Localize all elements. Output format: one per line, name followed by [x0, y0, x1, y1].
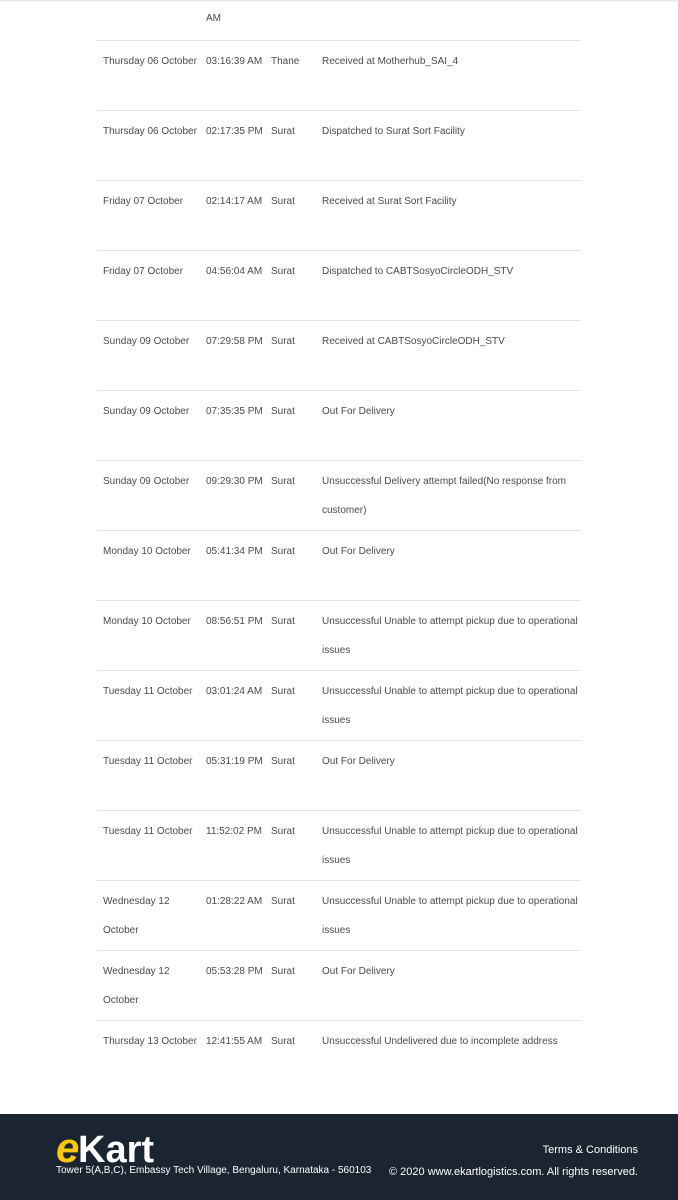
row-status: Dispatched to Surat Sort Facility	[322, 126, 465, 137]
row-date	[97, 0, 200, 40]
row-time: 11:52:02 PM	[206, 826, 262, 837]
table-row	[97, 391, 581, 461]
row-date: Friday 07 October	[103, 196, 184, 207]
footer-address: Tower 5(A,B,C), Embassy Tech Village, Bengaluru, Karnataka - 560103	[56, 1165, 372, 1176]
row-time: 05:41:34 PM	[206, 546, 263, 557]
row-location: Thane	[271, 56, 300, 67]
table-row	[97, 1021, 581, 1090]
row-location: Surat	[271, 546, 295, 557]
table-row	[97, 0, 581, 41]
row-date: Tuesday 11 October	[103, 826, 193, 837]
row-status: Unsuccessful Unable to attempt pickup due to operational issues	[322, 826, 578, 866]
row-location: Surat	[271, 826, 295, 837]
row-time: 03:16:39 AM	[206, 56, 263, 67]
row-location: Surat	[271, 1036, 295, 1047]
copyright-text: © 2020 www.ekartlogistics.com. All rights reserved.	[389, 1166, 638, 1178]
row-status: Unsuccessful Unable to attempt pickup due to operational issues	[322, 896, 578, 936]
row-status: Unsuccessful Delivery attempt failed(No response from customer)	[322, 476, 566, 516]
row-time: 07:29:58 PM	[206, 336, 263, 347]
row-date: Sunday 09 October	[103, 476, 190, 487]
row-time: 02:14:17 AM	[206, 196, 263, 207]
row-time: 12:41:55 AM	[206, 1036, 263, 1047]
row-date: Sunday 09 October	[103, 336, 190, 347]
row-status: Received at Motherhub_SAI_4	[322, 56, 459, 67]
row-time: 01:28:22 AM	[206, 896, 263, 907]
row-status: Out For Delivery	[322, 406, 395, 417]
row-time: 03:01:24 AM	[206, 686, 263, 697]
row-time: 05:53:28 PM	[206, 966, 263, 977]
row-date: Thursday 06 October	[103, 56, 197, 67]
table-row	[97, 461, 581, 531]
row-date: Monday 10 October	[103, 546, 191, 557]
ekart-logo-mark: e	[56, 1124, 80, 1169]
row-status	[316, 0, 581, 40]
row-time: 07:35:35 PM	[206, 406, 263, 417]
row-status: Unsuccessful Unable to attempt pickup due to operational issues	[322, 686, 578, 726]
table-row	[97, 881, 581, 951]
row-status: Unsuccessful Unable to attempt pickup due to operational issues	[322, 616, 578, 656]
row-time: 02:17:35 PM	[206, 126, 263, 137]
table-row	[97, 41, 581, 111]
row-location: Surat	[271, 616, 295, 627]
row-location: Surat	[271, 756, 295, 767]
tracking-history-table	[97, 0, 581, 1090]
row-time: 05:31:19 PM	[206, 756, 263, 767]
row-location: Surat	[271, 336, 295, 347]
row-location: Surat	[271, 476, 295, 487]
ekart-logo-word: Kart	[78, 1129, 155, 1169]
row-status: Unsuccessful Undelivered due to incomplete address	[322, 1036, 558, 1047]
row-date: Thursday 13 October	[103, 1036, 197, 1047]
row-status: Out For Delivery	[322, 966, 395, 977]
row-date: Sunday 09 October	[103, 406, 190, 417]
row-location: Surat	[271, 966, 295, 977]
table-row	[97, 671, 581, 741]
row-status: Out For Delivery	[322, 546, 395, 557]
row-location: Surat	[271, 196, 295, 207]
row-location: Surat	[271, 686, 295, 697]
site-footer	[0, 1114, 678, 1200]
row-location: Surat	[271, 126, 295, 137]
table-row	[97, 321, 581, 391]
row-date: Wednesday 12 October	[103, 966, 170, 1006]
table-row	[97, 741, 581, 811]
row-location: Surat	[271, 896, 295, 907]
row-status: Dispatched to CABTSosyoCircleODH_STV	[322, 266, 514, 277]
row-date: Tuesday 11 October	[103, 686, 193, 697]
row-time: AM	[206, 13, 221, 24]
row-date: Monday 10 October	[103, 616, 191, 627]
table-row	[97, 951, 581, 1021]
ekart-logo[interactable]	[55, 1124, 181, 1169]
row-time: 04:56:04 AM	[206, 266, 263, 277]
row-time: 09:29:30 PM	[206, 476, 263, 487]
table-row	[97, 111, 581, 181]
table-row	[97, 181, 581, 251]
row-time: 08:56:51 PM	[206, 616, 263, 627]
row-date: Friday 07 October	[103, 266, 184, 277]
row-status: Received at Surat Sort Facility	[322, 196, 457, 207]
row-date: Thursday 06 October	[103, 126, 197, 137]
terms-link[interactable]: Terms & Conditions	[542, 1144, 638, 1156]
row-location: Surat	[271, 406, 295, 417]
table-row	[97, 251, 581, 321]
row-status: Out For Delivery	[322, 756, 395, 767]
table-row	[97, 811, 581, 881]
row-date: Tuesday 11 October	[103, 756, 193, 767]
row-location	[265, 0, 316, 40]
row-location: Surat	[271, 266, 295, 277]
table-row	[97, 601, 581, 671]
table-row	[97, 531, 581, 601]
row-status: Received at CABTSosyoCircleODH_STV	[322, 336, 505, 347]
row-date: Wednesday 12 October	[103, 896, 170, 936]
